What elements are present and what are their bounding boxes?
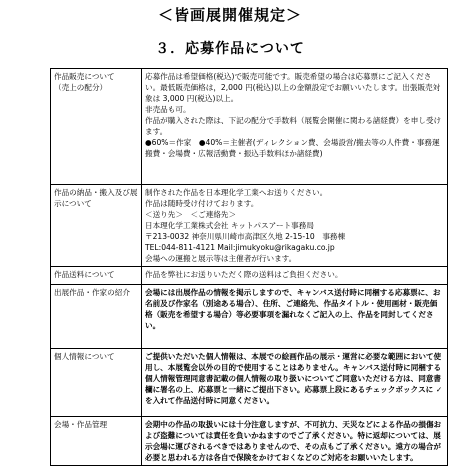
row-label: 作品販売について （売上の配分）: [51, 69, 142, 185]
main-title: ＜皆画展開催規定＞: [157, 6, 302, 24]
row-label: 作品の納品・搬入及び展示について: [51, 185, 142, 267]
rules-table: [50, 68, 448, 466]
table-row: [51, 185, 448, 267]
table-row: [51, 417, 448, 466]
row-content: 作品を弊社にお送りいただく際の送料はご負担ください。: [142, 267, 448, 285]
table-row: [51, 267, 448, 285]
row-label: 作品送料について: [51, 267, 142, 285]
row-content: 制作された作品を日本理化学工業へお送りください。 作品は随時受け付けております。 ＜送り先＞ ＜ご連絡先＞ 日本理化学工業株式会社 キットパスアート事務局 〒213-0032 神奈川県川崎市高津区久地 2-15-10 事務棟 TEL:044-811-4121 Mail:jimukyoku@rikagaku.co.jp 会場への運搬と展示等は主催者が行います。: [142, 185, 448, 267]
row-content: 応募作品は希望価格(税込)で販売可能です。販売希望の場合は応募票にご記入ください。最低販売価格は，2,000 円(税込)以上の金額設定でお願いいたします。出張販売対象は 3,000 円(税込)以上。 非売品も可。 作品が購入された際は、下記の配分で手数料（展覧会開催に関わる諸経費）を申し受けます。 ●60%＝作家 ●40%＝主催者(ディレクション費、会場設営/搬去等の人件費・事務運搬費・会場費・広報活動費・振込手数料ほか諸経費): [142, 69, 448, 185]
row-content: 会期中の作品の取扱いには十分注意しますが、不可抗力、天災などによる作品の損傷および盗難については責任を負いかねますのでご了承ください。特に返却については、展示会場に運びされるべきではありませんので、その点もご了承ください。遠方の場合が必要と思われる方は各自で保険をかけておくなどのご対応をお願いいたします。: [142, 417, 448, 466]
table-row: [51, 349, 448, 417]
table-row: [51, 285, 448, 349]
row-content: ご提供いただいた個人情報は、本展での絵画作品の展示・運営に必要な範囲において使用し、本展覧会以外の目的で使用することはありません。キャンバス送付時に同梱する個人情報管理同意書記載の個人情報の取り扱いについてご同意いただける方は、同意書欄に署名の上、応募票と一緒にご提出下さい。応募票上段にあるチェックボックスに ✓を入れて作品送付時に同意ください。: [142, 349, 448, 417]
table-row: [51, 69, 448, 185]
section-title: ３．応募作品について: [155, 41, 305, 57]
row-label: 個人情報について: [51, 349, 142, 417]
row-label: 出展作品・作家の紹介: [51, 285, 142, 349]
row-content: 会場には出展作品の情報を掲示しますので、キャンバス送付時に同梱する応募票に、お名前及び作家名（別途ある場合）、住所、ご連絡先、作品タイトル・使用画材・販売価格（販売を希望する場合）等必要事項を漏れなくご記入の上、作品を同封してください。: [142, 285, 448, 349]
row-label: 会場・作品管理: [51, 417, 142, 466]
